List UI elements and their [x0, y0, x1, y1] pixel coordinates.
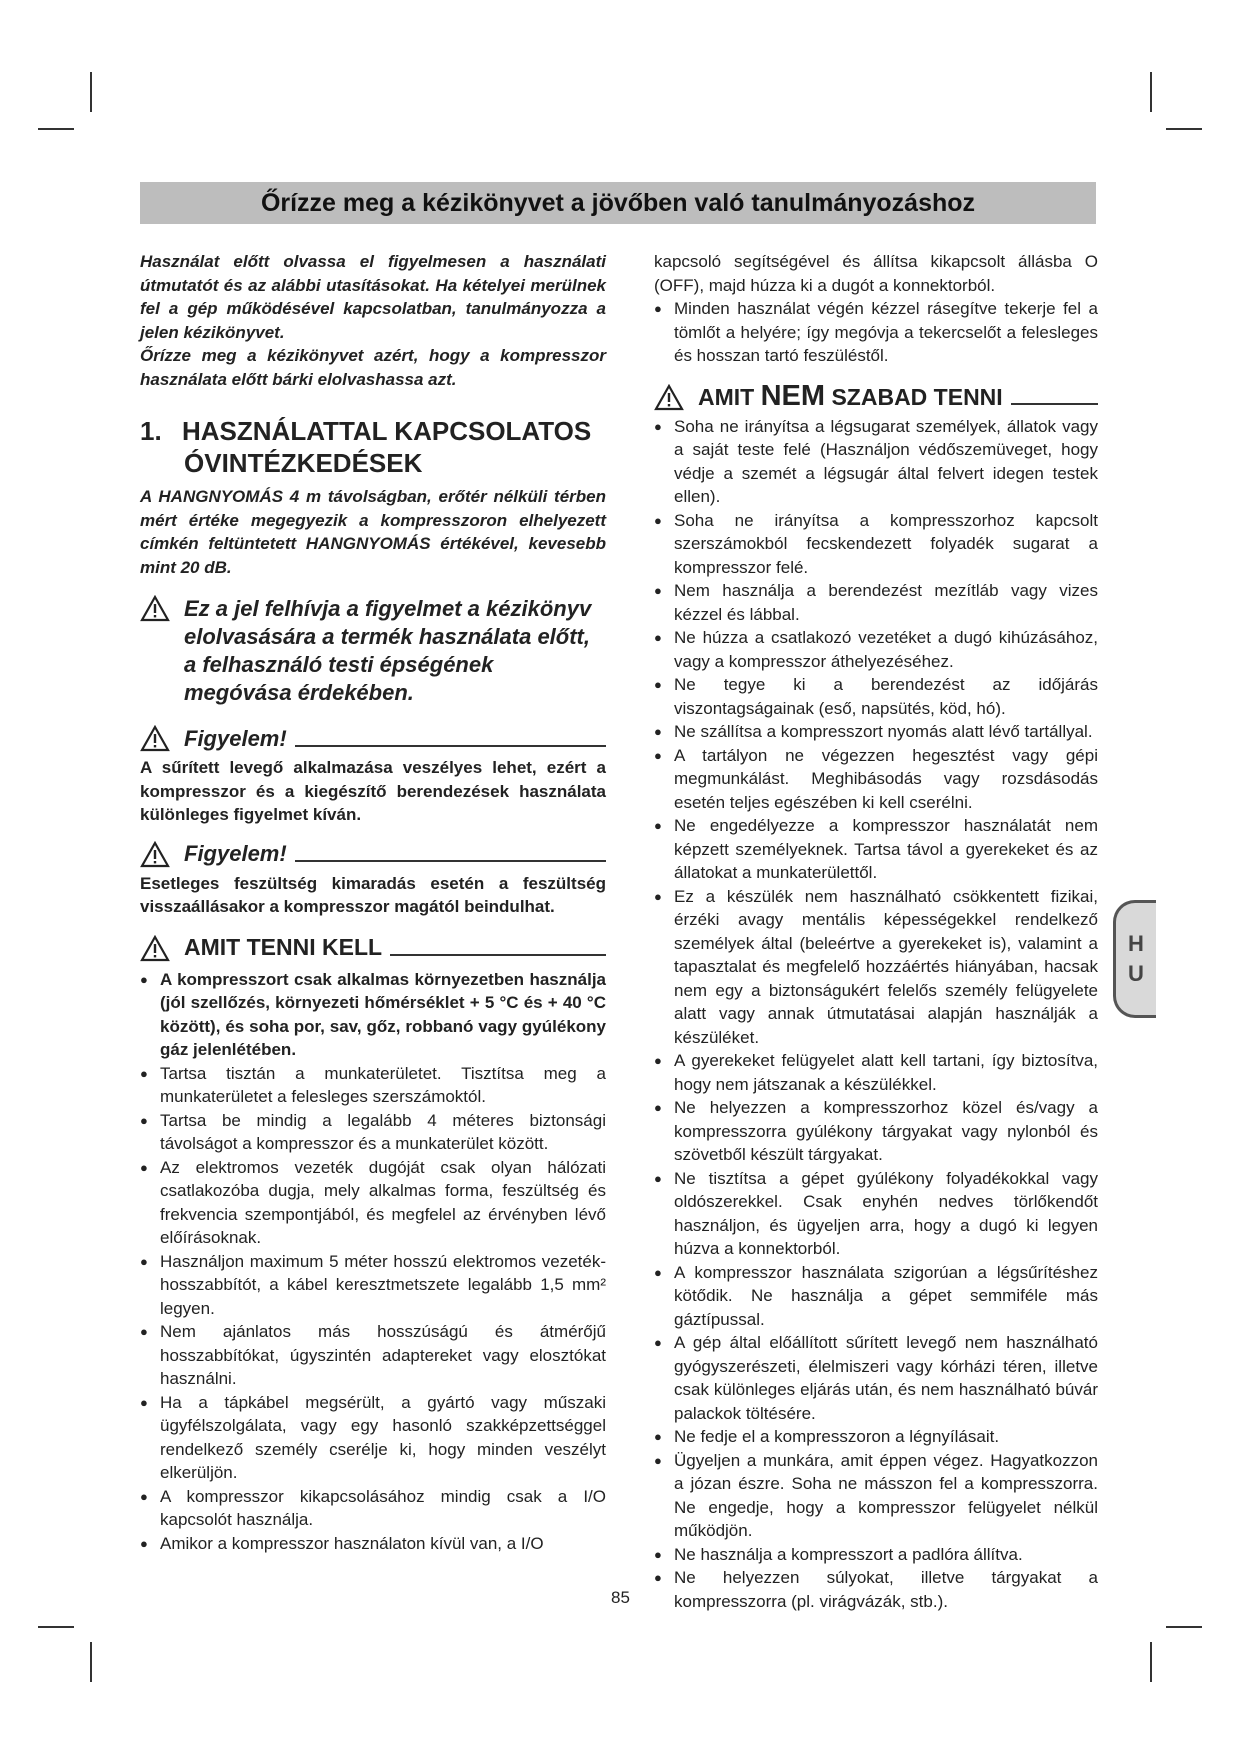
dont-list: [654, 415, 1098, 1614]
do-list: [140, 968, 606, 1556]
crop-mark: [90, 1642, 92, 1682]
list-item: ● Tartsa be mindig a legalább 4 méteres biztonsági távolságot a kompresszor és a munkaterület között.: [140, 1109, 606, 1156]
list-item: ● Amikor a kompresszor használaton kívül van, a I/O: [140, 1532, 606, 1556]
list-item: ● Soha ne irányítsa a légsugarat személyek, állatok vagy a saját teste felé (Használjon védőszemüveget, hogy védje a szemét a légsugár által felvert idegen testek ellen).: [654, 415, 1098, 509]
list-item: ● A kompresszort csak alkalmas környezetben használja (jól szellőzés, környezeti hőmérséklet + 5 °C és + 40 °C között), és soha por, sav, gőz, robbanó vagy gyúlékony gáz jelenlétében.: [140, 968, 606, 1062]
heading-rule: [1011, 389, 1098, 405]
amit-nem-post: SZABAD TENNI: [831, 383, 1003, 410]
list-item: ● Ez a készülék nem használható csökkentett fizikai, érzéki avagy mentális képességekkel rendelkező személyek által (beleértve a gyerekeket is), valamint a tapasztalat és megfelelő hozzáértés hiányában, hacsak nem egy a biztonságukért felelős személy felügyelete alatt vagy annak útmutatásai alapján használják a készüléket.: [654, 885, 1098, 1050]
continuation-text: kapcsoló segítségével és állítsa kikapcsolt állásba O (OFF), majd húzza ki a dugót a konnektorból.: [654, 252, 1098, 295]
section-number: 1.: [140, 416, 162, 446]
crop-mark: [1150, 1642, 1152, 1682]
right-column: [654, 250, 1098, 1613]
left-column: [140, 250, 606, 1555]
crop-mark: [1166, 128, 1202, 130]
figyelem-heading-1: [140, 725, 606, 752]
list-item: ● Tartsa tisztán a munkaterületet. Tisztítsa meg a munkaterületet a felesleges szerszámoktól.: [140, 1062, 606, 1109]
list-item: ● Ne szállítsa a kompresszort nyomás alatt lévő tartállyal.: [654, 720, 1098, 744]
intro-text: Használat előtt olvassa el figyelmesen a használati útmutatót és az alábbi utasításokat. Ha kételyei merülnek fel a gép működésével kapcsolatban, tanulmányozza a jelen kézikönyvet.: [140, 252, 606, 342]
crop-mark: [38, 1626, 74, 1628]
list-item: ● A tartályon ne végezzen hegesztést vagy gépi megmunkálást. Meghibásodás vagy rozsdásodás esetén teljes egészében ki kell cserélni.: [654, 744, 1098, 815]
list-item: ● Ne használja a kompresszort a padlóra állítva.: [654, 1543, 1098, 1567]
noise-text: A HANGNYOMÁS 4 m távolságban, erőtér nélküli térben mért értéke megegyezik a kompresszoron elhelyezett címkén feltüntetett HANGNYOMÁS értékével, kevesebb mint 20 dB.: [140, 487, 606, 577]
heading-rule: [390, 940, 606, 956]
warning-triangle-icon: [140, 841, 170, 868]
warning-triangle-icon: [140, 725, 170, 752]
list-item: ● Használjon maximum 5 méter hosszú elektromos vezeték-hosszabbítót, a kábel keresztmetszete legalább 1,5 mm² legyen.: [140, 1250, 606, 1321]
crop-mark: [1166, 1626, 1202, 1628]
list-item: ● Ne tisztítsa a gépet gyúlékony folyadékokkal vagy oldószerekkel. Csak enyhén nedves törlőkendőt használjon, és ügyeljen arra, hogy a dugó ki legyen húzva a konnektorból.: [654, 1167, 1098, 1261]
list-item: ● Nem használja a berendezést mezítláb vagy vizes kézzel és lábbal.: [654, 579, 1098, 626]
amit-nem-nem: NEM: [760, 379, 826, 412]
list-item: ● Ne engedélyezze a kompresszor használatát nem képzett személyeknek. Tartsa távol a gyerekeket és az állatokat a munkaterülettől.: [654, 814, 1098, 885]
page-number: 85: [611, 1588, 630, 1607]
list-item: ● Ne húzza a csatlakozó vezetéket a dugó kihúzásához, vagy a kompresszor áthelyezéséhez.: [654, 626, 1098, 673]
list-item: ● A gép által előállított sűrített levegő nem használható gyógyszerészeti, élelmiszeri vagy kórházi téren, illetve csak különleges eljárás után, és nem használható búvár palackok töltésére.: [654, 1331, 1098, 1425]
list-item: ● Ne helyezzen súlyokat, illetve tárgyakat a kompresszorra (pl. virágvázák, stb.).: [654, 1566, 1098, 1613]
section-title-line2: ÓVINTÉZKEDÉSEK: [184, 448, 423, 478]
figyelem-text-1: A sűrített levegő alkalmazása veszélyes lehet, ezért a kompresszor és a kiegészítő berendezések használata különleges figyelmet kíván.: [140, 758, 606, 824]
section-title-line1: HASZNÁLATTAL KAPCSOLATOS: [182, 416, 592, 446]
figyelem-title: Figyelem!: [184, 725, 287, 751]
page-title: Őrízze meg a kézikönyvet a jövőben való tanulmányozáshoz: [140, 182, 1096, 224]
amit-tenni-title: AMIT TENNI KELL: [184, 934, 383, 961]
figyelem-text-2: Esetleges feszültség kimaradás esetén a feszültség visszaállásakor a kompresszor magától beindulhat.: [140, 873, 606, 916]
list-item: ● A gyerekeket felügyelet alatt kell tartani, így biztosítva, hogy nem játszanak a készülékkel.: [654, 1049, 1098, 1096]
language-tab-h: H: [1128, 931, 1144, 956]
warning-notice: [140, 595, 606, 707]
crop-mark: [1150, 72, 1152, 112]
heading-rule: [295, 846, 606, 862]
list-item: ● Ne tegye ki a berendezést az időjárás viszontagságainak (eső, napsütés, köd, hó).: [654, 673, 1098, 720]
list-item: ● Ne helyezzen a kompresszorhoz közel és/vagy a kompresszorra gyúlékony tárgyakat vagy nylonból és szövetből készült tárgyakat.: [654, 1096, 1098, 1167]
list-item: ● A kompresszor kikapcsolásához mindig csak a I/O kapcsolót használja.: [140, 1485, 606, 1532]
list-item: ● A kompresszor használata szigorúan a légsűrítéshez kötődik. Ne használja a gépet semmiféle más gáztípussal.: [654, 1261, 1098, 1332]
figyelem-title: Figyelem!: [184, 841, 287, 867]
figyelem-heading-2: [140, 841, 606, 868]
warning-triangle-icon: [654, 384, 684, 411]
list-item: ● Ha a tápkábel megsérült, a gyártó vagy műszaki ügyfélszolgálata, vagy egy hasonló szakképzettséggel rendelkező személy cserélje ki, hogy minden veszélyt elkerüljön.: [140, 1391, 606, 1485]
crop-mark: [38, 128, 74, 130]
amit-nem-pre: AMIT: [698, 383, 755, 410]
list-item: ● Az elektromos vezeték dugóját csak olyan hálózati csatlakozóba dugja, mely alkalmas forma, feszültség és frekvencia szempontjából, és megfelel az érvényben lévő előírásoknak.: [140, 1156, 606, 1250]
warning-triangle-icon: [140, 595, 170, 622]
warning-text: Ez a jel felhívja a figyelmet a kézikönyv elolvasására a termék használata előtt, a felhasználó testi épségének megóvása érdekében.: [184, 596, 592, 705]
amit-nem-heading: [654, 379, 1098, 412]
language-tab-u: U: [1128, 961, 1144, 986]
list-item: ● Soha ne irányítsa a kompresszorhoz kapcsolt szerszámokból fecskendezett folyadék sugarat a kompresszor felé.: [654, 509, 1098, 580]
list-item: ● Ne fedje el a kompresszoron a légnyílásait.: [654, 1425, 1098, 1449]
heading-rule: [295, 731, 606, 747]
list-item: ● Ügyeljen a munkára, amit éppen végez. Hagyatkozzon a józan észre. Soha ne másszon fel a kompresszorra. Ne engedje, hogy a kompresszor felügyelet nélkül működjön.: [654, 1449, 1098, 1543]
list-item: ● Minden használat végén kézzel rásegítve tekerje fel a tömlőt a helyére; így megóvja a tekercselőt a felesleges és hosszan tartó feszüléstől.: [654, 297, 1098, 368]
list-item: ● Nem ajánlatos más hosszúságú és átmérőjű hosszabbítókat, úgyszintén adaptereket vagy elosztókat használni.: [140, 1320, 606, 1391]
section-heading: [140, 415, 606, 479]
language-tab: [1113, 900, 1156, 1018]
crop-mark: [90, 72, 92, 112]
continuation-list: [654, 297, 1098, 368]
amit-nem-title: [698, 379, 1003, 412]
intro-text-2: Őrízze meg a kézikönyvet azért, hogy a kompresszor használata előtt bárki elolvashassa azt.: [140, 346, 606, 389]
amit-tenni-heading: [140, 935, 606, 962]
warning-triangle-icon: [140, 935, 170, 962]
